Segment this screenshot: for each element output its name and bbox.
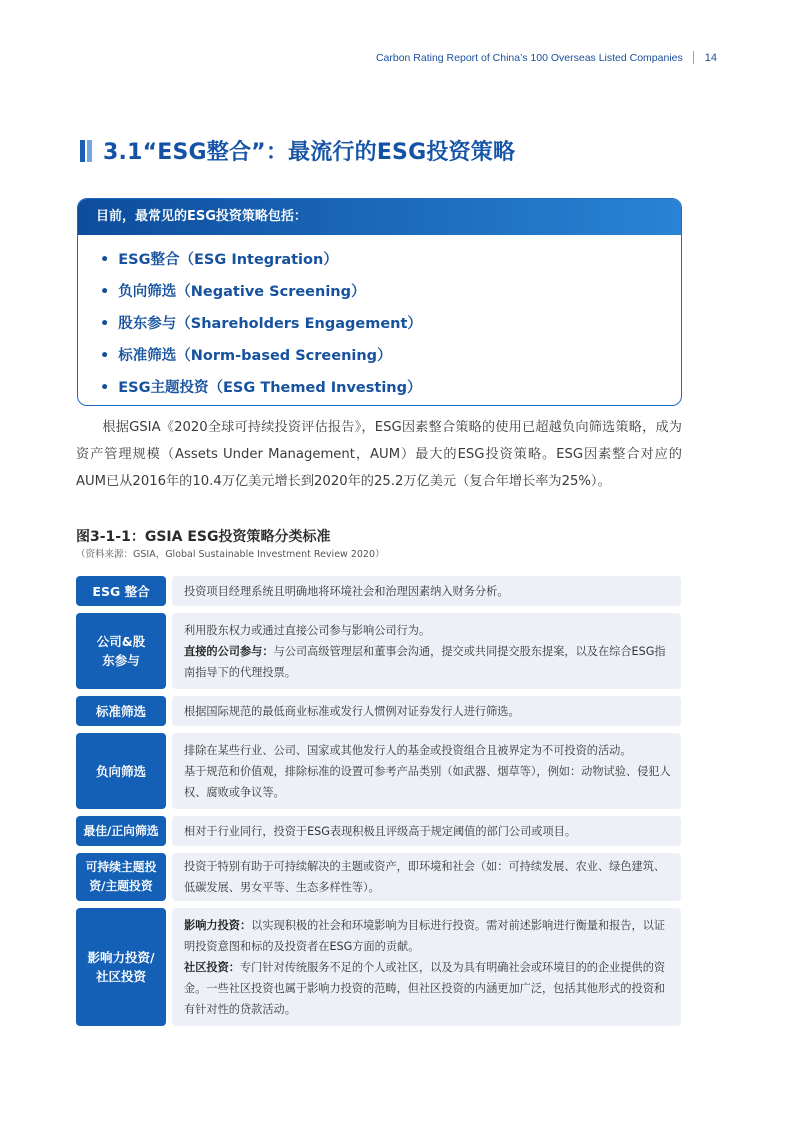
strategy-item: • ESG主题投资（ESG Themed Investing） xyxy=(100,380,422,396)
strategy-item: • 负向筛选（Negative Screening） xyxy=(100,284,366,300)
category-label: 最佳/正向筛选 xyxy=(76,816,166,846)
bullet-icon: • xyxy=(100,348,110,364)
section-title: 3.1“ESG整合”：最流行的ESG投资策略 xyxy=(103,140,516,165)
section-marker-icon xyxy=(80,140,92,162)
intro-paragraph: 根据GSIA《2020全球可持续投资评估报告》，ESG因素整合策略的使用已超越负向筛选策略，成为资产管理规模（Assets Under Management，AUM）最大的ESG投资策略。ESG因素整合对应的AUM已从2016年的10.4万亿美元增长到2020年的25.2万亿美元（复合年增长率为25%）。 xyxy=(76,420,682,489)
category-description: 投资于特别有助于可持续解决的主题或资产，即环境和社会（如：可持续发展、农业、绿色建筑、低碳发展、男女平等、生态多样性等）。 xyxy=(172,853,681,901)
strategy-box-heading: 目前，最常见的ESG投资策略包括： xyxy=(78,199,681,235)
category-description: 投资项目经理系统且明确地将环境社会和治理因素纳入财务分析。 xyxy=(172,576,681,606)
strategy-item: • 股东参与（Shareholders Engagement） xyxy=(100,316,422,332)
category-row-thematic xyxy=(76,853,681,901)
bullet-icon: • xyxy=(100,284,110,300)
category-label: ESG 整合 xyxy=(76,576,166,606)
category-description: 排除在某些行业、公司、国家或其他发行人的基金或投资组合且被界定为不可投资的活动。 基于规范和价值观，排除标准的设置可参考产品类别（如武器、烟草等），例如：动物试验、侵犯人权、腐败或争议等。 xyxy=(172,733,681,809)
report-title: Carbon Rating Report of China’s 100 Overseas Listed Companies xyxy=(375,51,683,64)
category-row-impact xyxy=(76,908,681,1026)
strategy-category-table xyxy=(76,576,681,1033)
bullet-icon: • xyxy=(100,380,110,396)
strategy-list-box xyxy=(77,198,682,406)
category-description: 根据国际规范的最低商业标准或发行人惯例对证券发行人进行筛选。 xyxy=(172,696,681,726)
term-label: 影响力投资： xyxy=(184,918,252,932)
bullet-icon: • xyxy=(100,316,110,332)
category-row-engagement xyxy=(76,613,681,689)
strategy-item: • 标准筛选（Norm-based Screening） xyxy=(100,348,392,364)
header-divider xyxy=(693,51,694,64)
category-description: 利用股东权力或通过直接公司参与影响公司行为。 直接的公司参与：与公司高级管理层和董事会沟通，提交或共同提交股东提案，以及在综合ESG指南指导下的代理投票。 xyxy=(172,613,681,689)
running-header xyxy=(376,51,717,64)
strategy-item: • ESG整合（ESG Integration） xyxy=(100,252,338,268)
category-label: 负向筛选 xyxy=(76,733,166,809)
category-label: 可持续主题投资/主题投资 xyxy=(76,853,166,901)
page-number: 14 xyxy=(704,51,717,64)
section-heading xyxy=(80,135,515,166)
term-label: 社区投资： xyxy=(184,960,240,974)
category-row-norm-screening xyxy=(76,696,681,726)
category-row-best-in-class xyxy=(76,816,681,846)
category-label: 标准筛选 xyxy=(76,696,166,726)
category-label: 影响力投资/社区投资 xyxy=(76,908,166,1026)
category-label: 公司&股东参与 xyxy=(76,613,166,689)
figure-title: 图3-1-1：GSIA ESG投资策略分类标准 xyxy=(76,529,331,545)
category-description: 相对于行业同行，投资于ESG表现积极且评级高于规定阈值的部门公司或项目。 xyxy=(172,816,681,846)
figure-source: （资料来源：GSIA，Global Sustainable Investment Review 2020） xyxy=(76,549,385,560)
category-description: 影响力投资：以实现积极的社会和环境影响为目标进行投资。需对前述影响进行衡量和报告，以证明投资意图和标的及投资者在ESG方面的贡献。 社区投资：专门针对传统服务不足的个人或社区，以及为具有明确社会或环境目的的企业提供的资金。一些社区投资也属于影响力投资的范畴，但社区投资的内涵更加广泛，包括其他形式的投资和有针对性的贷款活动。 xyxy=(172,908,681,1026)
strategy-list xyxy=(78,235,681,404)
category-row-negative-screening xyxy=(76,733,681,809)
bullet-icon: • xyxy=(100,252,110,268)
category-row-esg-integration xyxy=(76,576,681,606)
term-label: 直接的公司参与： xyxy=(184,644,274,658)
